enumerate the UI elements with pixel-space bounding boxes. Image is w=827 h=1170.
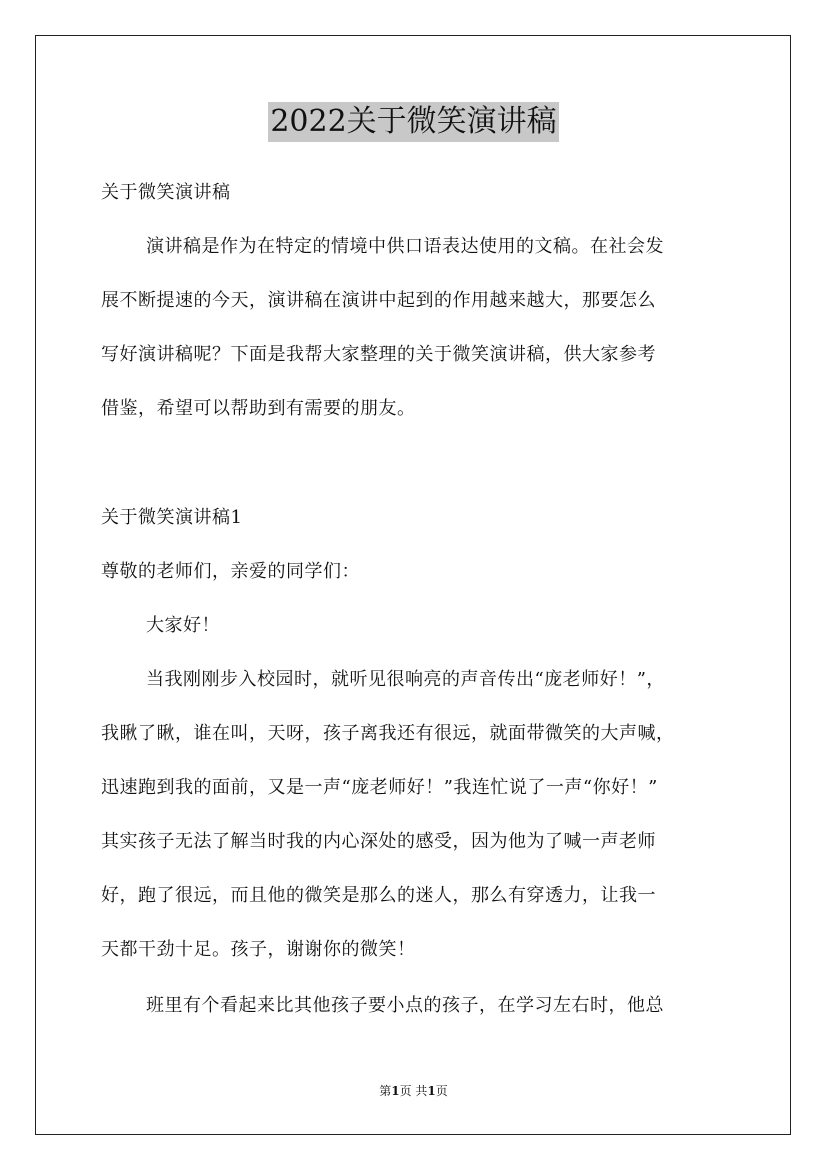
body-line: 迅速跑到我的面前，又是一声“庞老师好！”我连忙说了一声“你好！” <box>101 777 658 798</box>
body-line: 好，跑了很远，而且他的微笑是那么的迷人，那么有穿透力，让我一 <box>101 885 656 906</box>
document-subtitle: 关于微笑演讲稿 <box>101 182 231 203</box>
body-line: 天都干劲十足。孩子，谢谢你的微笑！ <box>101 939 416 960</box>
body-line: 其实孩子无法了解当时我的内心深处的感受，因为他为了喊一声老师 <box>101 831 656 852</box>
title-container <box>0 102 827 142</box>
document-title: 2022关于微笑演讲稿 <box>268 102 558 142</box>
footer-page-number: 1 <box>391 1084 400 1098</box>
page-footer <box>0 1083 827 1099</box>
footer-suffix: 页 <box>435 1084 448 1098</box>
body-line: 我瞅了瞅，谁在叫，天呀，孩子离我还有很远，就面带微笑的大声喊， <box>101 723 675 744</box>
intro-line: 演讲稿是作为在特定的情境中供口语表达使用的文稿。在社会发 <box>146 236 664 257</box>
intro-line: 展不断提速的今天，演讲稿在演讲中起到的作用越来越大，那要怎么 <box>101 290 656 311</box>
footer-prefix: 第 <box>379 1084 392 1098</box>
salutation: 尊敬的老师们，亲爱的同学们： <box>101 561 360 582</box>
footer-page-total: 1 <box>427 1084 436 1098</box>
footer-mid: 页 共 <box>399 1084 428 1098</box>
body-line: 班里有个看起来比其他孩子要小点的孩子，在学习左右时，他总 <box>146 995 664 1016</box>
section-heading: 关于微笑演讲稿1 <box>101 507 243 528</box>
body-line: 当我刚刚步入校园时，就听见很响亮的声音传出“庞老师好！”， <box>146 669 665 690</box>
intro-line: 写好演讲稿呢？下面是我帮大家整理的关于微笑演讲稿，供大家参考 <box>101 344 656 365</box>
greeting: 大家好！ <box>146 615 220 636</box>
intro-line: 借鉴，希望可以帮助到有需要的朋友。 <box>101 398 416 419</box>
